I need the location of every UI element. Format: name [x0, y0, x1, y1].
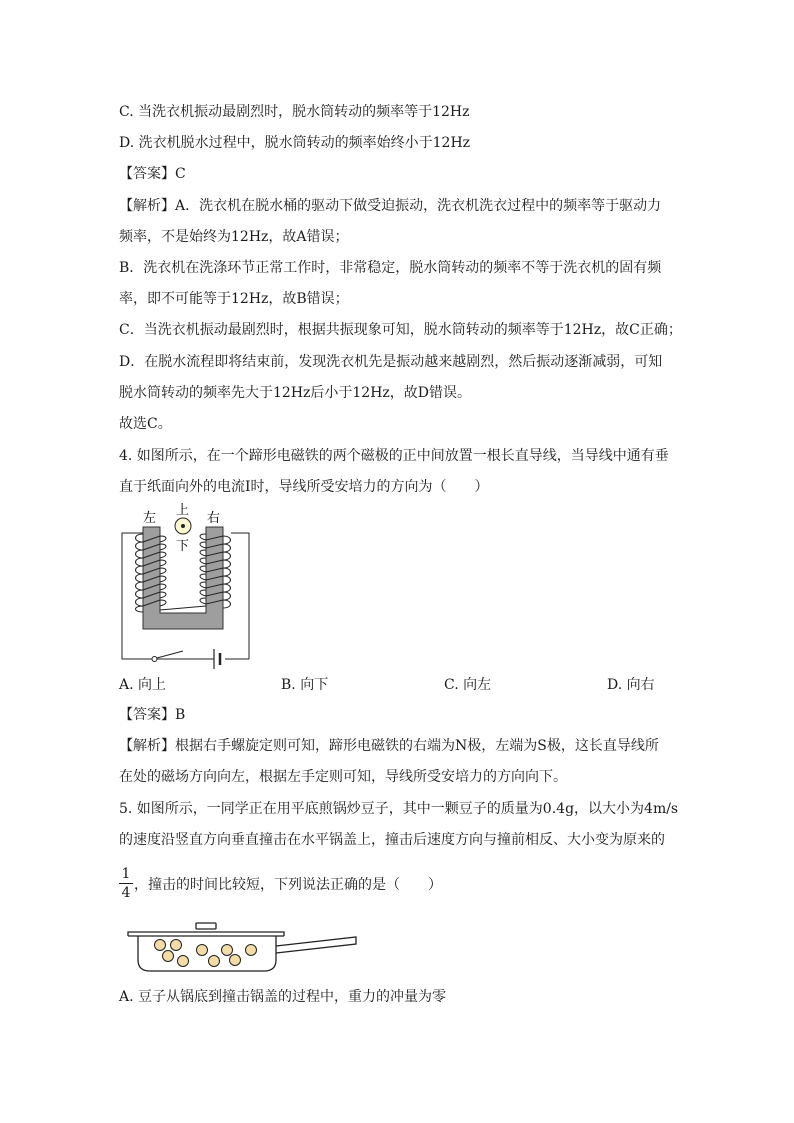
q3-conclusion: 故选C。: [119, 416, 172, 432]
q3-analysis-line: 【解析】A．洗衣机在脱水桶的驱动下做受迫振动，洗衣机洗衣过程中的频率等于驱动力: [119, 198, 662, 214]
q4-option-d: D. 向右: [607, 677, 655, 693]
q4-analysis-line-1: 【解析】根据右手螺旋定则可知，蹄形电磁铁的右端为N极，左端为S极，这长直导线所: [119, 738, 659, 754]
q4-analysis-line-2: 在处的磁场方向向左，根据左手定则可知，导线所受安培力的方向向下。: [119, 769, 567, 785]
q3-analysis-line: 率，即不可能等于12Hz，故B错误；: [119, 291, 349, 307]
q3-answer: 【答案】C: [119, 166, 186, 182]
label-down: 下: [176, 539, 190, 554]
q3-analysis-line: B．洗衣机在洗涤环节正常工作时，非常稳定，脱水筒转动的频率不等于洗衣机的固有频: [119, 260, 662, 276]
q5-stem-line-2: 的速度沿竖直方向垂直撞击在水平锅盖上，撞击后速度方向与撞前相反、大小变为原来的: [119, 832, 665, 848]
q3-analysis-line: 脱水筒转动的频率先大于12Hz后小于12Hz，故D错误。: [119, 385, 472, 401]
label-up: 上: [176, 503, 190, 518]
q5-option-a: A. 豆子从锅底到撞击锅盖的过程中，重力的冲量为零: [119, 989, 447, 1005]
q4-option-a: A. 向上: [119, 677, 167, 693]
q3-analysis-line: C．当洗衣机振动最剧烈时，根据共振现象可知，脱水筒转动的频率等于12Hz，故C正确；: [119, 322, 682, 338]
q5-stem-line-1: 5. 如图所示，一同学正在用平底煎锅炒豆子，其中一颗豆子的质量为0.4g，以大小为4m/s: [119, 801, 679, 817]
q3-option-d: D. 洗衣机脱水过程中，脱水筒转动的频率始终小于12Hz: [119, 135, 471, 151]
q3-option-c: C. 当洗衣机振动最剧烈时，脱水筒转动的频率等于12Hz: [119, 104, 470, 120]
label-right: 右: [207, 511, 221, 526]
label-left: 左: [143, 511, 157, 526]
q4-answer: 【答案】B: [119, 707, 186, 723]
q4-option-b: B. 向下: [281, 677, 329, 693]
q5-stem-line-3: ，撞击的时间比较短，下列说法正确的是（ ）: [134, 877, 442, 893]
q4-stem-line-2: 直于纸面向外的电流I时，导线所受安培力的方向为（ ）: [119, 479, 489, 495]
q4-options: [119, 676, 679, 694]
horseshoe-electromagnet-figure: [119, 502, 254, 667]
q3-analysis-line: D．在脱水流程即将结束前，发现洗衣机先是振动越来越剧烈，然后振动逐渐减弱，可知: [119, 354, 663, 370]
q4-option-c: C. 向左: [444, 677, 492, 693]
frying-pan-figure: [124, 922, 360, 974]
fraction-numerator: 1: [121, 866, 131, 882]
q3-analysis-line: 频率，不是始终为12Hz，故A错误；: [119, 229, 349, 245]
q5-fraction: [119, 866, 133, 901]
q4-stem-line-1: 4. 如图所示，在一个蹄形电磁铁的两个磁极的正中间放置一根长直导线，当导线中通有垂: [119, 448, 669, 464]
fraction-denominator: 4: [121, 885, 131, 901]
